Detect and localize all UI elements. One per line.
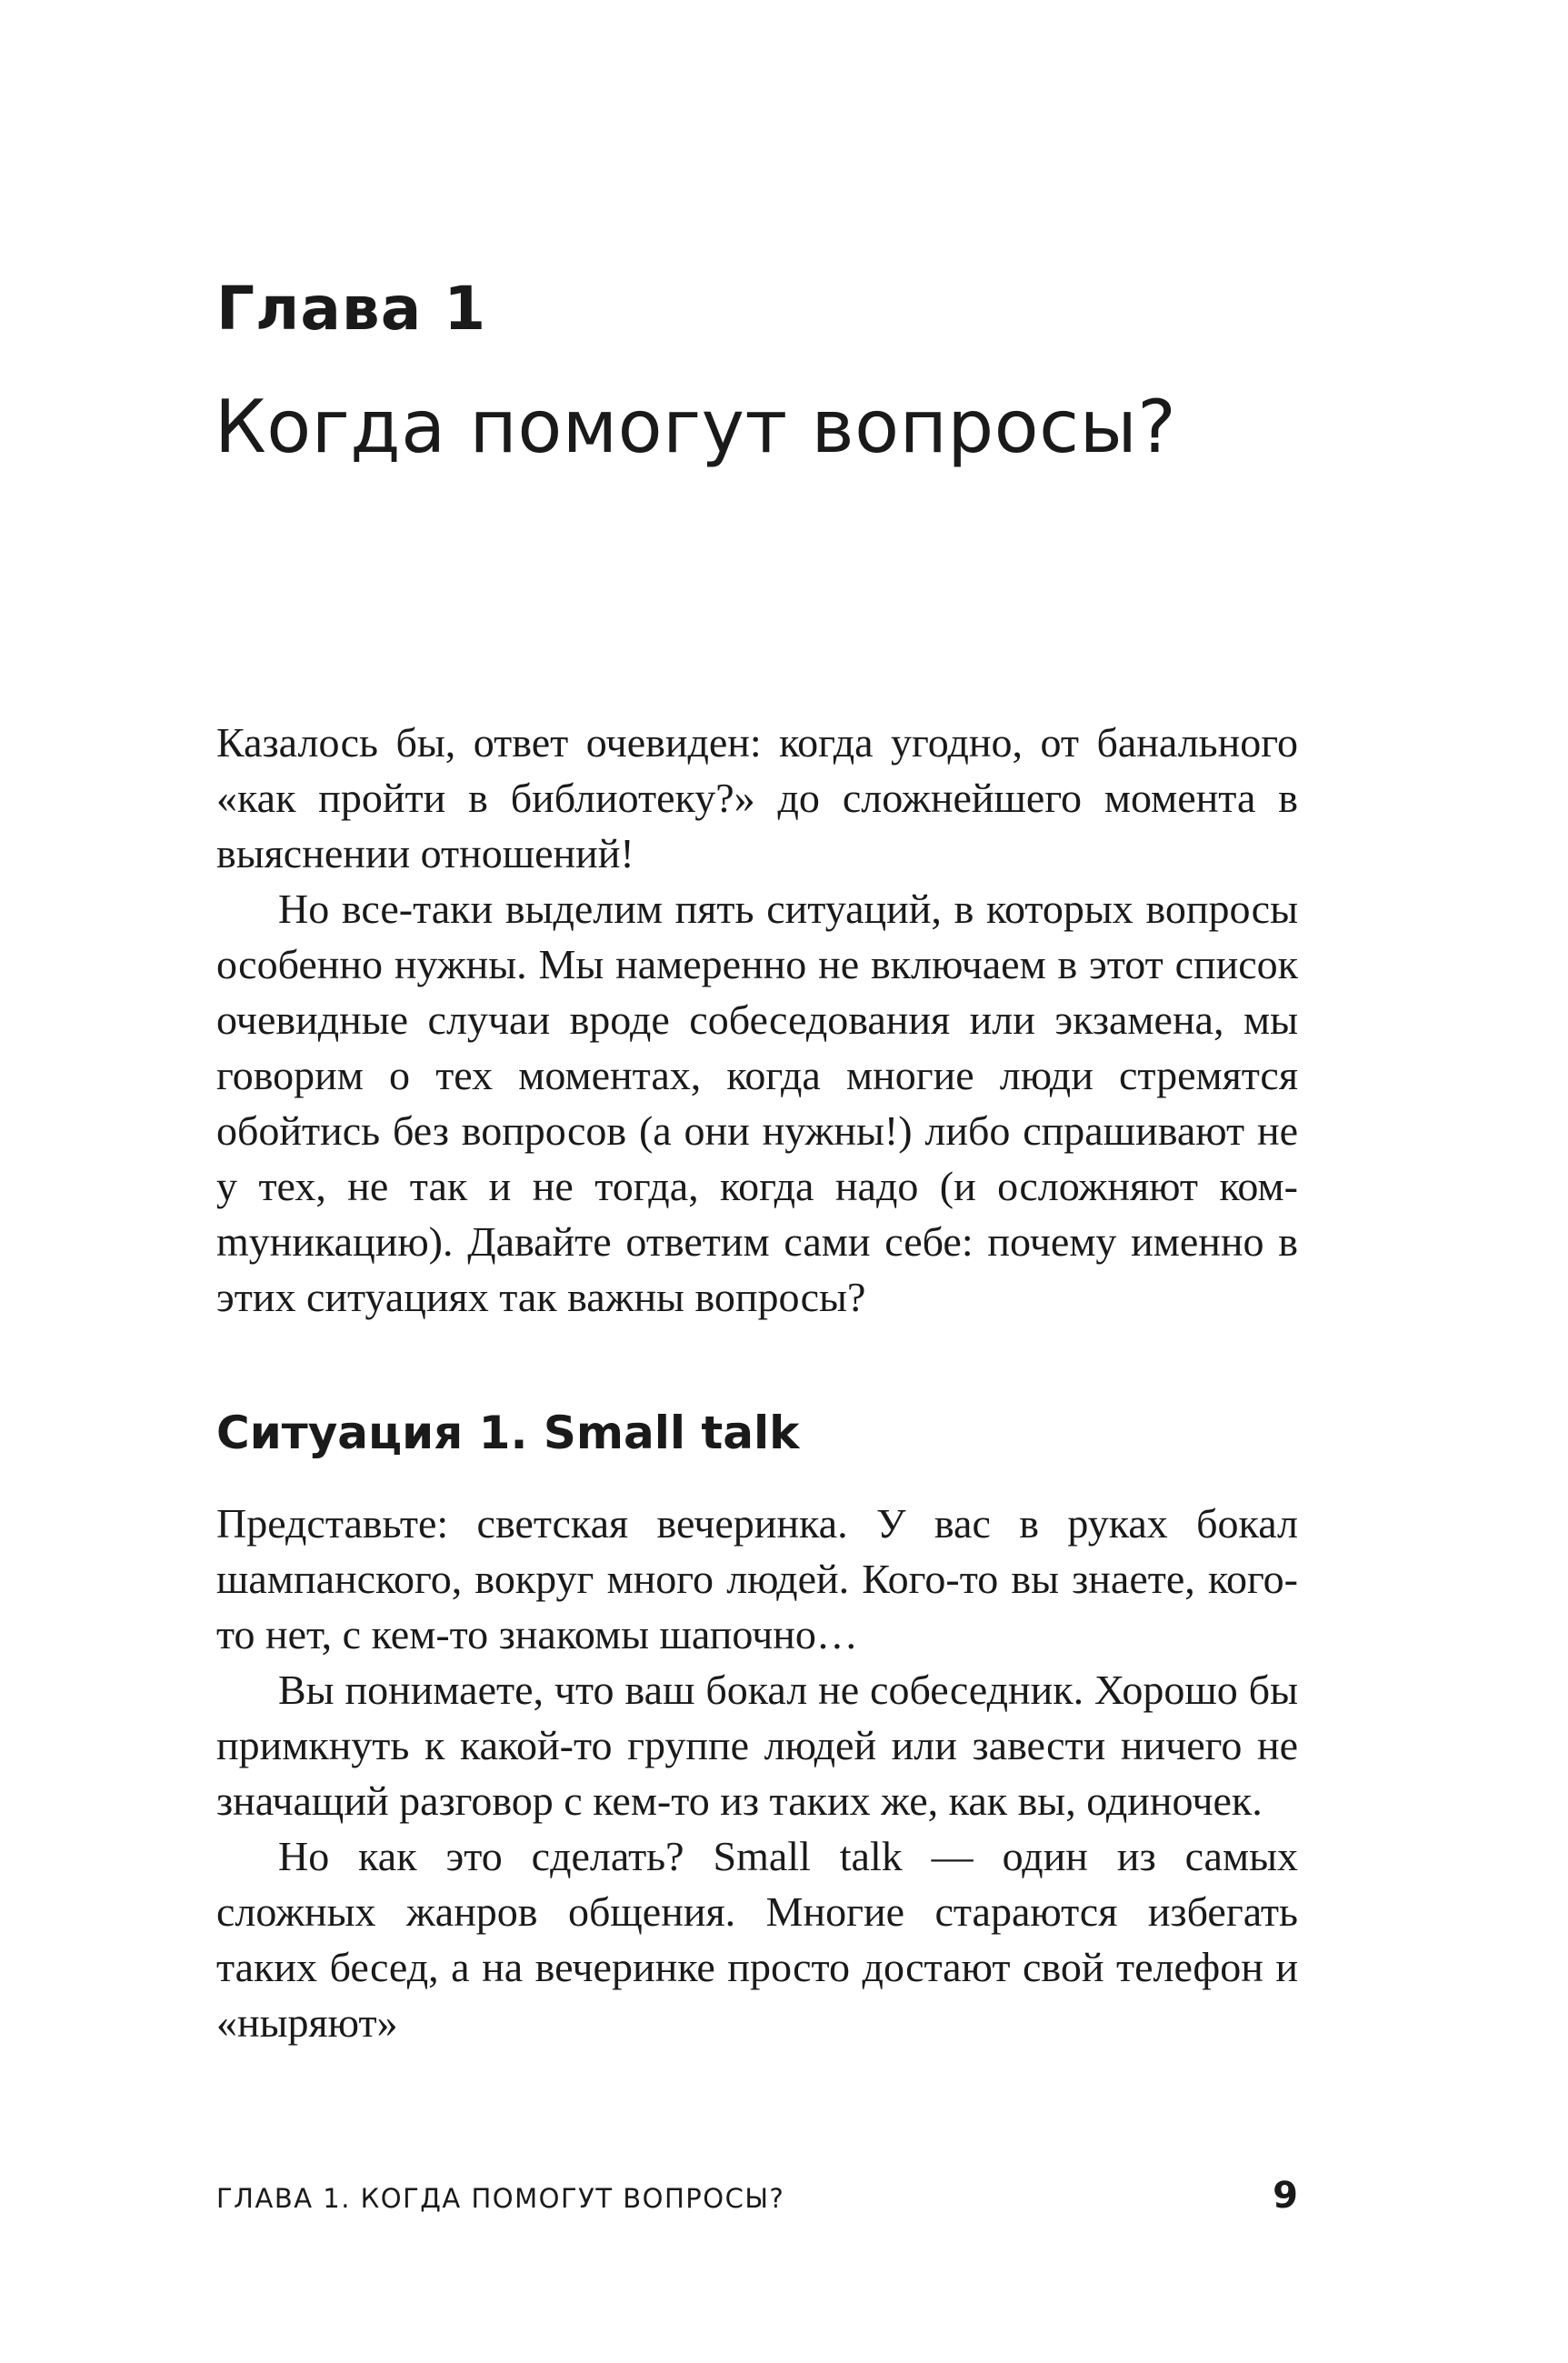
intro-paragraph-1: Казалось бы, ответ очевиден: когда угодно, от банального «как пройти в библиотеку?» до сложнейшего момента в выяснении отношений! bbox=[216, 719, 1298, 876]
intro-text bbox=[216, 715, 1298, 1325]
running-head: ГЛАВА 1. КОГДА ПОМОГУТ ВОПРОСЫ? bbox=[216, 2183, 785, 2214]
chapter-title: Когда помогут вопросы? bbox=[215, 385, 1177, 469]
section-paragraph-1: Представьте: светская вечеринка. У вас в руках бокал шампанского, вокруг много людей. Кого-то вы знаете, кого-то нет, с кем-то знакомы шапочно… bbox=[216, 1500, 1298, 1657]
section-text bbox=[216, 1496, 1298, 2050]
section-paragraph-3: Но как это сделать? Small talk — один из самых сложных жанров общения. Многие стараются избегать таких бесед, а на вечеринке просто достают свой телефон и «ныряют» bbox=[216, 1833, 1298, 2046]
intro-paragraph-2: Но все-таки выделим пять ситуаций, в которых вопросы особенно нужны. Мы намеренно не включаем в этот список очевидные случаи вроде собеседования или экзамена, мы говорим о тех моментах, когда многие люди стремятся обойтись без вопросов (а они нужны!) либо спрашивают не у тех, не так и не тогда, когда надо (и осложняют комmуникацию). Давайте ответим сами себе: почему именно в этих ситуациях так важны вопросы? bbox=[216, 886, 1298, 1320]
section-paragraph-2: Вы понимаете, что ваш бокал не собеседник. Хорошо бы примкнуть к какой-то группе людей или завести ничего не значащий разговор с кем-то из таких же, как вы, одиночек. bbox=[216, 1667, 1298, 1824]
section-heading: Ситуация 1. Small talk bbox=[216, 1407, 800, 1459]
chapter-label: Глава 1 bbox=[216, 274, 487, 344]
page-number: 9 bbox=[1273, 2175, 1298, 2217]
